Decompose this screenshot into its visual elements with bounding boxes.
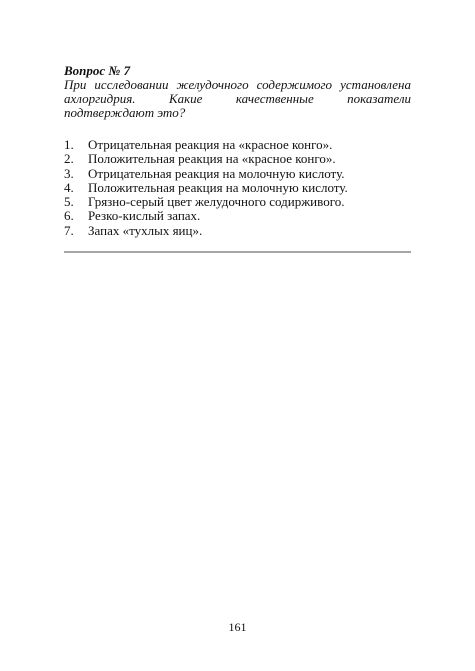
answer-number: 5.	[64, 194, 74, 210]
answer-text: Резко-кислый запах.	[88, 208, 201, 224]
answer-number: 7.	[64, 222, 74, 238]
answer-number: 4.	[64, 179, 74, 195]
answer-item	[64, 209, 411, 223]
answer-item	[64, 167, 411, 181]
answer-text: Отрицательная реакция на молочную кислоту.	[88, 165, 345, 181]
question-text: При исследовании желудочного содержимого установлена ахлоргидрия. Какие качественные показатели подтверждают это?	[64, 77, 411, 120]
page-number: 161	[228, 620, 247, 634]
answer-item	[64, 195, 411, 209]
question-title: Вопрос № 7	[64, 63, 131, 78]
answer-item	[64, 152, 411, 166]
section-divider	[64, 251, 411, 253]
answer-text: Положительная реакция на «красное конго».	[88, 151, 336, 167]
answer-number: 1.	[64, 137, 74, 152]
answer-list	[64, 138, 411, 238]
answer-item	[64, 138, 411, 152]
answer-number: 6.	[64, 208, 74, 224]
answer-number: 2.	[64, 151, 74, 167]
answer-number: 3.	[64, 165, 74, 181]
answer-item	[64, 181, 411, 195]
answer-text: Запах «тухлых яиц».	[88, 222, 203, 238]
answer-text: Отрицательная реакция на «красное конго».	[88, 137, 333, 152]
answer-text: Положительная реакция на молочную кислоту.	[88, 179, 348, 195]
answer-text: Грязно-серый цвет желудочного содирживого.	[88, 194, 345, 210]
question-block	[64, 64, 411, 120]
answer-item	[64, 224, 411, 238]
